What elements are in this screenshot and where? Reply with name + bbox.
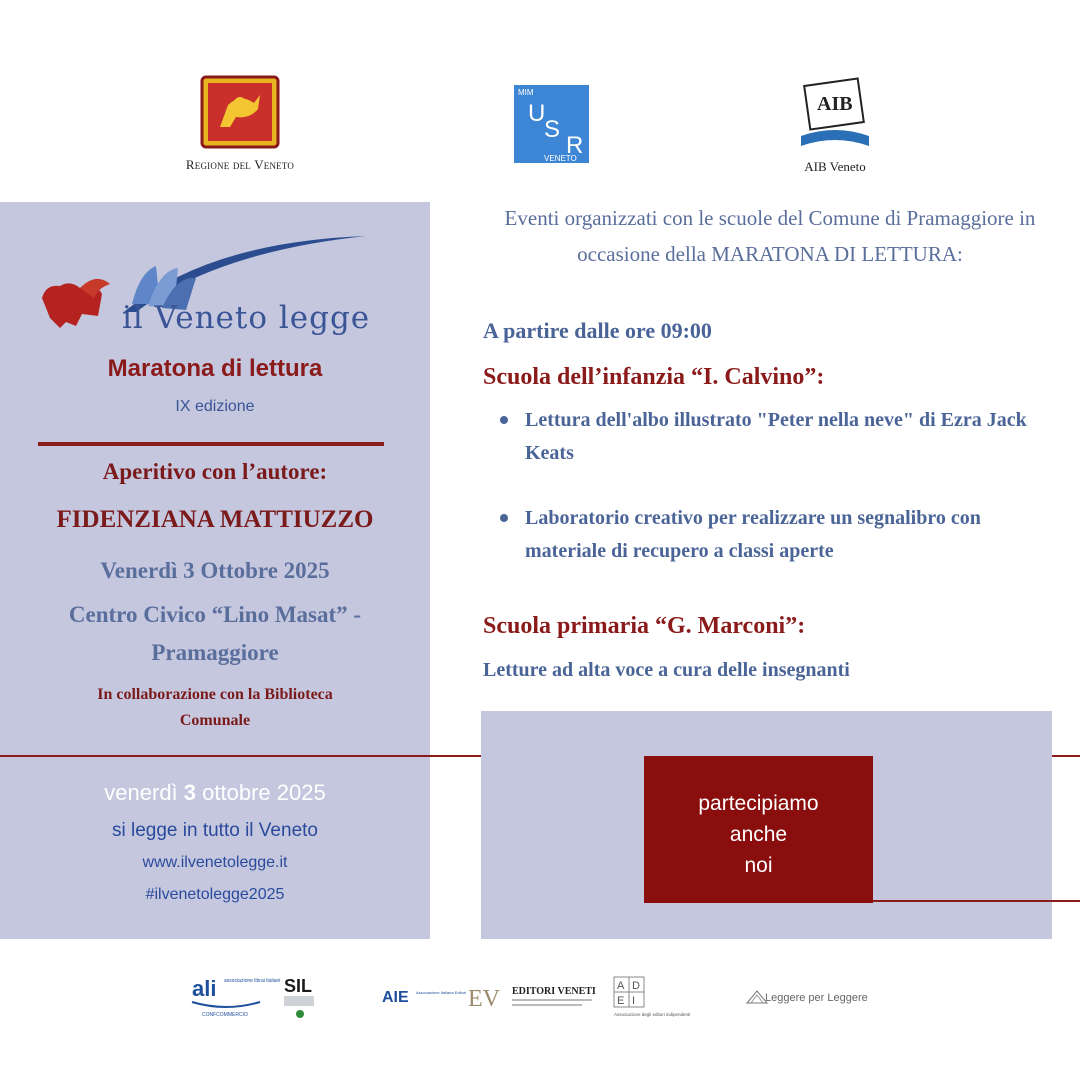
badge-line-1: partecipiamo [698, 792, 819, 815]
footer-date-prefix: venerdì [104, 780, 184, 805]
event-venue [0, 596, 430, 672]
regione-veneto-crest-icon [200, 75, 280, 149]
usr-mim-text: MIM [518, 88, 534, 97]
usr-u-text: U [528, 100, 546, 127]
collab-line-1: In collaborazione con la Biblioteca [97, 686, 333, 703]
brand-subtitle: Maratona di lettura [107, 355, 323, 382]
footer-tagline: si legge in tutto il Veneto [112, 820, 318, 841]
leggere-per-leggere-logo-icon [745, 983, 868, 1009]
usr-logo-icon [514, 85, 589, 163]
ev-name: EDITORI VENETI [512, 986, 596, 997]
usr-r-text: R [566, 132, 584, 159]
editori-veneti-logo-icon [468, 982, 608, 1014]
author-name: FIDENZIANA MATTIUZZO [56, 506, 374, 533]
aib-veneto-caption: AIB Veneto [804, 159, 866, 174]
aie-name: AIE [382, 989, 409, 1006]
badge-line-2: anche [729, 823, 788, 846]
usr-veneto-logo [514, 85, 589, 163]
school-infanzia-heading: Scuola dell’infanzia “I. Calvino”: [483, 364, 825, 390]
regione-veneto-caption: Regione del Veneto [185, 157, 295, 172]
aib-letters: AIB [817, 93, 853, 115]
edition-label: IX edizione [175, 398, 255, 415]
activity-text: Laboratorio creativo per realizzare un segnalibro con materiale di recupero a classi aperte [525, 507, 981, 562]
activity-list [500, 404, 1030, 568]
bullet-icon [500, 416, 508, 424]
hashtag: #ilvenetolegge2025 [145, 886, 285, 903]
ali-desc: associazione librai italiani [224, 978, 281, 984]
divider-line [873, 900, 1080, 902]
venue-line-1: Centro Civico “Lino Masat” - [68, 602, 362, 627]
ali-logo-icon [188, 972, 281, 1020]
adei-desc: Associazione degli editori indipendenti [614, 1012, 691, 1017]
badge-line-3: noi [744, 854, 773, 877]
school-primaria-activity: Letture ad alta voce a cura delle insegnanti [483, 659, 850, 681]
aib-book-icon [797, 76, 873, 154]
sil-name: SIL [284, 976, 313, 996]
adei-i: I [632, 995, 636, 1007]
divider [38, 442, 384, 446]
adei-e: E [617, 995, 625, 1007]
list-item [500, 404, 1030, 470]
activity-text: Lettura dell'albo illustrato "Peter nella neve" di Ezra Jack Keats [525, 409, 1027, 464]
sil-logo-icon [282, 972, 326, 1020]
intro-text: Eventi organizzati con le scuole del Comune di Pramaggiore in occasione della MARATONA DI LETTURA: [504, 206, 1036, 266]
footer-date-suffix: ottobre 2025 [196, 780, 326, 805]
aie-logo-icon [382, 982, 467, 1012]
aie-desc: Associazione Italiana Editori [416, 990, 467, 995]
school-primaria-heading: Scuola primaria “G. Marconi”: [483, 613, 806, 639]
participation-badge-text [644, 788, 873, 881]
bullet-icon [500, 514, 508, 522]
collab-line-2: Comunale [179, 712, 251, 729]
ali-name: ali [192, 976, 217, 1001]
list-item [500, 502, 1030, 568]
ali-sub: CONFCOMMERCIO [202, 1012, 248, 1018]
ev-mark: EV [468, 986, 500, 1012]
adei-logo-icon [612, 975, 706, 1019]
brand-wordmark: il Veneto legge [122, 300, 371, 336]
footer-date [0, 780, 430, 806]
adei-a: A [617, 980, 625, 992]
adei-d: D [632, 980, 640, 992]
usr-veneto-text: VENETO [544, 154, 577, 163]
aperitivo-heading: Aperitivo con l’autore: [102, 459, 328, 484]
footer-date-day: 3 [183, 780, 197, 805]
lpl-name: Leggere per Leggere [765, 992, 868, 1004]
event-date: Venerdì 3 Ottobre 2025 [100, 558, 330, 583]
usr-s-text: S [544, 116, 561, 143]
start-time: A partire dalle ore 09:00 [483, 318, 712, 343]
website-link[interactable]: www.ilvenetolegge.it [142, 854, 288, 871]
collaboration-note [60, 682, 370, 734]
venue-line-2: Pramaggiore [151, 640, 279, 665]
